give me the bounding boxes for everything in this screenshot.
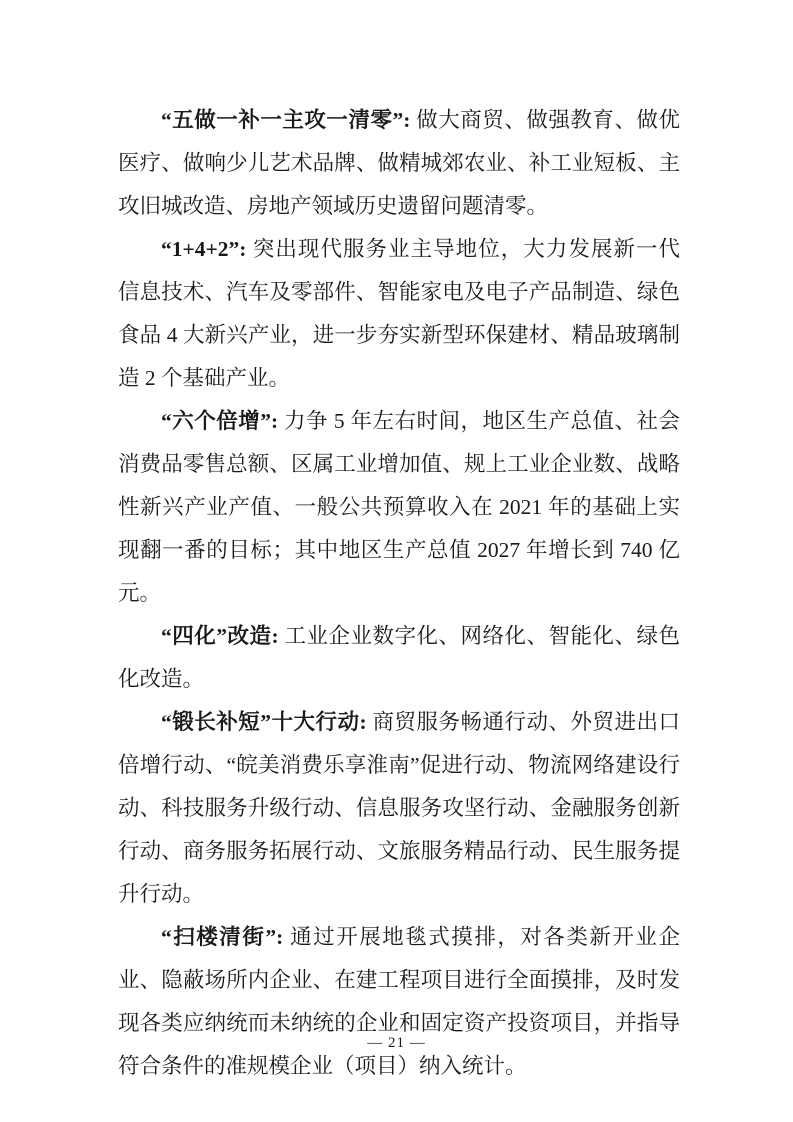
paragraph-body-text: 工业企业数字化、网络化、智能化、绿色化改造。: [118, 624, 680, 691]
document-text-block: [118, 99, 680, 1088]
paragraph-six-doublings: [118, 400, 680, 615]
paragraph-lead-term: “1+4+2”:: [161, 237, 247, 261]
paragraph-body-text: 力争 5 年左右时间，地区生产总值、社会消费品零售总额、区属工业增加值、规上工业企业数、战略性新兴产业产值、一般公共预算收入在 2021 年的基础上实现翻一番的目标；其中地区生产总值 2027 年增长到 740 亿元。: [118, 409, 680, 605]
paragraph-body-text: 突出现代服务业主导地位，大力发展新一代信息技术、汽车及零部件、智能家电及电子产品制造、绿色食品 4 大新兴产业，进一步夯实新型环保建材、精品玻璃制造 2 个基础产业。: [118, 237, 680, 390]
paragraph-lead-term: “扫楼清街”:: [161, 925, 284, 949]
paragraph-lead-term: “五做一补一主攻一清零”:: [161, 108, 411, 132]
paragraph-body-text: 通过开展地毯式摸排，对各类新开业企业、隐蔽场所内企业、在建工程项目进行全面摸排，及时发现各类应纳统而未纳统的企业和固定资产投资项目，并指导符合条件的准规模企业（项目）纳入统计。: [118, 925, 680, 1078]
paragraph-lead-term: “锻长补短”十大行动:: [161, 710, 367, 734]
paragraph-body-text: 做大商贸、做强教育、做优医疗、做响少儿艺术品牌、做精城郊农业、补工业短板、主攻旧城改造、房地产领域历史遗留问题清零。: [118, 108, 680, 218]
paragraph-1-4-2: [118, 228, 680, 400]
paragraph-four-transformations: [118, 615, 680, 701]
paragraph-ten-actions: [118, 701, 680, 916]
paragraph-lead-term: “六个倍增”:: [161, 409, 279, 433]
paragraph-sweep-buildings: [118, 916, 680, 1088]
page-number: — 21 —: [367, 1035, 426, 1051]
paragraph-lead-term: “四化”改造:: [161, 624, 279, 648]
paragraph-five-dos: [118, 99, 680, 228]
paragraph-body-text: 商贸服务畅通行动、外贸进出口倍增行动、“皖美消费乐享淮南”促进行动、物流网络建设行动、科技服务升级行动、信息服务攻坚行动、金融服务创新行动、商务服务拓展行动、文旅服务精品行动、民生服务提升行动。: [118, 710, 680, 906]
